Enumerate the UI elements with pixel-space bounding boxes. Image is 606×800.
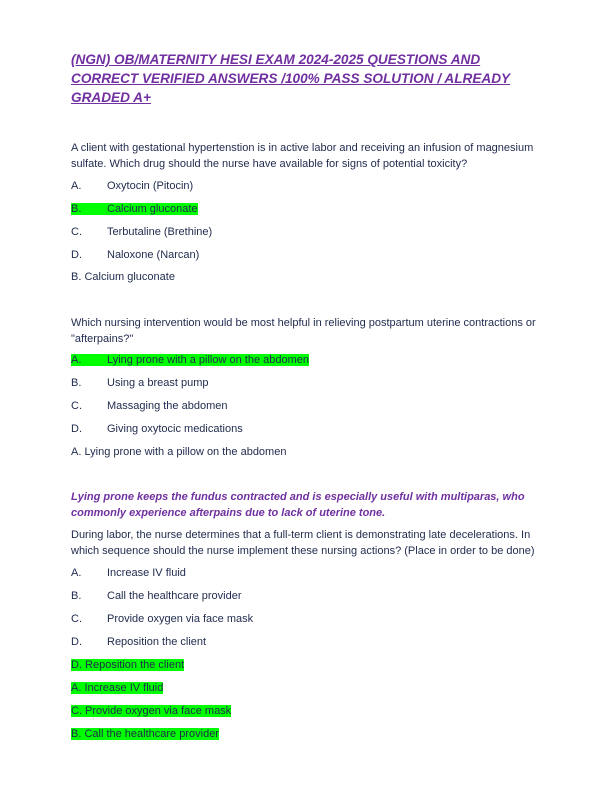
option-text: Giving oxytocic medications [107, 423, 243, 435]
option-text: Massaging the abdomen [107, 400, 228, 412]
answer-highlight: C. Provide oxygen via face mask [71, 705, 232, 717]
document-title: (NGN) OB/MATERNITY HESI EXAM 2024-2025 QUESTIONS AND CORRECT VERIFIED ANSWERS /100% PASS SOLUTION / ALREADY GRADED A+ [71, 52, 511, 105]
option-letter: B. [71, 377, 82, 389]
answer-highlight: A. Increase IV fluid [71, 682, 164, 694]
q1-option-d [71, 248, 199, 263]
option-text: Increase IV fluid [107, 567, 186, 579]
option-letter: A. [71, 567, 82, 579]
question-1 [71, 141, 541, 172]
q3-answer-1 [71, 658, 184, 673]
q2-option-c [71, 399, 227, 414]
q3-option-b [71, 589, 242, 604]
option-letter: D. [71, 249, 82, 261]
option-text: Naloxone (Narcan) [107, 249, 200, 261]
q2-option-d [71, 422, 243, 437]
option-text: Terbutaline (Brethine) [107, 226, 213, 238]
option-text: Reposition the client [107, 636, 207, 648]
option-text: Calcium gluconate [107, 203, 198, 215]
q3-option-a [71, 566, 186, 581]
option-letter: C. [71, 400, 82, 412]
option-letter: B. [71, 590, 82, 602]
answer-highlight: D. Reposition the client [71, 659, 185, 671]
q1-option-a [71, 179, 193, 194]
option-letter: C. [71, 613, 82, 625]
question-1-text: A client with gestational hypertenstion is in active labor and receiving an infusion of magnesium sulfate. Which drug should the nurse have available for signs of potential toxicity? [71, 142, 534, 170]
option-letter: D. [71, 423, 82, 435]
option-text: Lying prone with a pillow on the abdomen [107, 354, 310, 366]
q2-rationale-block [71, 490, 541, 521]
q1-option-c [71, 225, 212, 240]
answer-highlight: B. Call the healthcare provider [71, 728, 219, 740]
option-letter: C. [71, 226, 82, 238]
option-letter: A. [71, 180, 82, 192]
q1-answer: B. Calcium gluconate [71, 271, 175, 283]
q2-rationale: Lying prone keeps the fundus contracted and is especially useful with multiparas, who commonly experience afterpains due to lack of uterine tone. [71, 491, 525, 519]
q1-option-b [71, 202, 198, 217]
q3-option-c [71, 612, 253, 627]
option-text: Using a breast pump [107, 377, 209, 389]
question-2-text: Which nursing intervention would be most helpful in relieving postpartum uterine contractions or "afterpains?" [71, 317, 536, 345]
option-letter: A. [71, 354, 82, 366]
question-2 [71, 316, 541, 347]
option-letter: D. [71, 636, 82, 648]
question-3 [71, 528, 541, 559]
q3-option-d [71, 635, 206, 650]
q2-option-b [71, 376, 209, 391]
q2-answer: A. Lying prone with a pillow on the abdomen [71, 446, 287, 458]
q3-answer-2 [71, 681, 163, 696]
option-letter: B. [71, 203, 82, 215]
q2-option-a [71, 353, 309, 368]
option-text: Oxytocin (Pitocin) [107, 180, 194, 192]
question-3-text: During labor, the nurse determines that a full-term client is demonstrating late decelerations. In which sequence should the nurse implement these nursing actions? (Place in order to be done) [71, 529, 535, 557]
option-text: Call the healthcare provider [107, 590, 242, 602]
q3-answer-3 [71, 704, 231, 719]
option-text: Provide oxygen via face mask [107, 613, 254, 625]
q3-answer-4 [71, 727, 219, 742]
